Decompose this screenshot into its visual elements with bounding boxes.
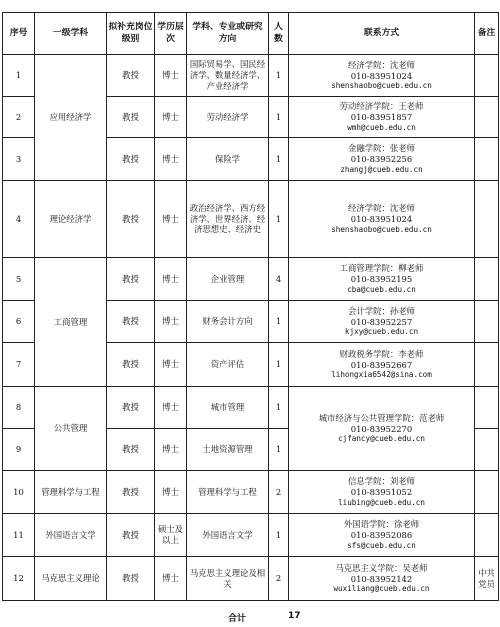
row-direction: 劳动经济学 (187, 97, 269, 138)
row-direction: 资产评估 (187, 343, 269, 387)
contact-phone: 010-83952667 (350, 359, 413, 370)
row-note (475, 387, 499, 429)
contact-phone: 010-83951024 (350, 214, 413, 225)
contact-name: 信息学院：刘老师 (348, 476, 415, 487)
contact-phone: 010-83951857 (350, 112, 413, 123)
contact-cell (289, 138, 475, 181)
contact-cell (289, 514, 475, 557)
total-row (2, 606, 498, 626)
row-seq: 1 (3, 55, 35, 97)
contact-email[interactable]: lihongxia6542@sina.com (331, 370, 432, 380)
row-level: 教授 (107, 138, 155, 181)
contact-cell (289, 557, 475, 601)
row-level: 教授 (107, 471, 155, 514)
row-seq: 5 (3, 258, 35, 301)
row-direction: 土地资源管理 (187, 429, 269, 471)
row-seq: 11 (3, 514, 35, 557)
row-level: 教授 (107, 181, 155, 258)
contact-email[interactable]: sfs@cueb.edu.cn (347, 540, 416, 550)
contact-phone: 010-83952256 (350, 154, 413, 165)
header-count: 人数 (269, 13, 289, 55)
total-label: 合计 (228, 614, 247, 624)
row-note: 中共党员 (475, 557, 499, 601)
row-degree: 博士 (155, 387, 187, 429)
contact-phone: 010-83952142 (350, 573, 413, 584)
contact-name: 外国语学院：徐老师 (343, 519, 420, 530)
contact-cell (289, 471, 475, 514)
contact-phone: 010-83952270 (350, 423, 413, 434)
header-note: 备注 (475, 13, 499, 55)
contact-email[interactable]: shenshaobo@cueb.edu.cn (331, 224, 432, 234)
row-direction: 管理科学与工程 (187, 471, 269, 514)
contact-email[interactable]: cba@cueb.edu.cn (347, 284, 416, 294)
row-seq: 6 (3, 301, 35, 343)
row-seq: 12 (3, 557, 35, 601)
row-seq: 8 (3, 387, 35, 429)
row-count: 2 (269, 557, 289, 601)
recruitment-table (2, 12, 499, 601)
row-direction: 企业管理 (187, 258, 269, 301)
contact-name: 金融学院：张老师 (348, 143, 415, 154)
row-seq: 3 (3, 138, 35, 181)
total-value: 17 (288, 611, 301, 621)
table-row (3, 557, 499, 601)
row-direction: 财务会计方向 (187, 301, 269, 343)
contact-name: 经济学院：沈老师 (348, 203, 415, 214)
contact-cell (289, 55, 475, 97)
table-row (3, 387, 499, 429)
row-note (475, 301, 499, 343)
row-direction: 城市管理 (187, 387, 269, 429)
row-seq: 7 (3, 343, 35, 387)
row-degree: 博士 (155, 258, 187, 301)
row-seq: 4 (3, 181, 35, 258)
row-level: 教授 (107, 55, 155, 97)
row-level: 教授 (107, 97, 155, 138)
contact-email[interactable]: kjxy@cueb.edu.cn (344, 327, 419, 337)
row-count: 1 (269, 429, 289, 471)
row-note (475, 181, 499, 258)
contact-email[interactable]: cjfancy@cueb.edu.cn (338, 434, 425, 444)
row-degree: 博士 (155, 557, 187, 601)
row-count: 1 (269, 55, 289, 97)
header-seq: 序号 (3, 13, 35, 55)
contact-phone: 010-83951024 (350, 70, 413, 81)
header-degree: 学历层次 (155, 13, 187, 55)
contact-name: 马克思主义学院：吴老师 (335, 562, 428, 573)
contact-cell (289, 258, 475, 301)
contact-cell (289, 387, 475, 471)
header-contact: 联系方式 (289, 13, 475, 55)
row-count: 1 (269, 138, 289, 181)
table-row (3, 258, 499, 301)
row-note (475, 429, 499, 471)
contact-phone: 010-83952195 (350, 274, 413, 285)
contact-cell (289, 181, 475, 258)
row-count: 1 (269, 387, 289, 429)
row-count: 1 (269, 301, 289, 343)
discipline-cell: 应用经济学 (35, 55, 107, 181)
table-row (3, 55, 499, 97)
row-level: 教授 (107, 301, 155, 343)
row-level: 教授 (107, 557, 155, 601)
discipline-cell: 管理科学与工程 (35, 471, 107, 514)
row-count: 4 (269, 258, 289, 301)
row-degree: 博士 (155, 138, 187, 181)
contact-name: 城市经济与公共管理学院：范老师 (318, 412, 445, 423)
contact-email[interactable]: wmh@cueb.edu.cn (347, 122, 416, 132)
row-degree: 博士 (155, 343, 187, 387)
contact-cell (289, 301, 475, 343)
discipline-cell: 工商管理 (35, 258, 107, 387)
row-degree: 博士 (155, 55, 187, 97)
table-row (3, 514, 499, 557)
row-degree: 博士 (155, 97, 187, 138)
row-degree: 博士 (155, 181, 187, 258)
header-discipline: 一级学科 (35, 13, 107, 55)
contact-email[interactable]: shenshaobo@cueb.edu.cn (331, 81, 432, 91)
contact-cell (289, 343, 475, 387)
row-seq: 2 (3, 97, 35, 138)
row-level: 教授 (107, 429, 155, 471)
contact-email[interactable]: wuxiliang@cueb.edu.cn (333, 584, 430, 594)
contact-name: 财政税务学院：李老师 (339, 348, 424, 359)
row-level: 教授 (107, 387, 155, 429)
row-note (475, 514, 499, 557)
row-seq: 9 (3, 429, 35, 471)
row-note (475, 55, 499, 97)
row-count: 1 (269, 181, 289, 258)
row-direction: 国际贸易学、国民经济学、数量经济学、产业经济学 (187, 55, 269, 97)
contact-cell (289, 97, 475, 138)
discipline-cell: 公共管理 (35, 387, 107, 471)
header-direction: 学科、专业或研究方向 (187, 13, 269, 55)
row-note (475, 138, 499, 181)
contact-phone: 010-83952086 (350, 530, 413, 541)
row-direction: 外国语言文学 (187, 514, 269, 557)
row-level: 教授 (107, 343, 155, 387)
table-header (3, 13, 499, 55)
discipline-cell: 理论经济学 (35, 181, 107, 258)
row-count: 1 (269, 514, 289, 557)
row-count: 1 (269, 343, 289, 387)
contact-phone: 010-83952257 (350, 316, 413, 327)
row-degree: 硕士及以上 (155, 514, 187, 557)
row-degree: 博士 (155, 429, 187, 471)
row-note (475, 97, 499, 138)
contact-phone: 010-83951052 (350, 487, 413, 498)
row-degree: 博士 (155, 471, 187, 514)
row-note (475, 343, 499, 387)
row-note (475, 258, 499, 301)
row-note (475, 471, 499, 514)
row-level: 教授 (107, 258, 155, 301)
row-count: 1 (269, 97, 289, 138)
header-level: 拟补充岗位级别 (107, 13, 155, 55)
contact-name: 工商管理学院：柳老师 (339, 263, 424, 274)
contact-email[interactable]: zhangj@cueb.edu.cn (340, 164, 423, 174)
row-level: 教授 (107, 514, 155, 557)
contact-email[interactable]: liubing@cueb.edu.cn (338, 497, 425, 507)
contact-name: 会计学院：孙老师 (348, 305, 415, 316)
row-count: 2 (269, 471, 289, 514)
row-degree: 博士 (155, 301, 187, 343)
discipline-cell: 马克思主义理论 (35, 557, 107, 601)
row-direction: 保险学 (187, 138, 269, 181)
row-direction: 政治经济学、西方经济学、世界经济、经济思想史、经济史 (187, 181, 269, 258)
table-row (3, 181, 499, 258)
table-row (3, 471, 499, 514)
contact-name: 劳动经济学院：王老师 (339, 101, 424, 112)
row-seq: 10 (3, 471, 35, 514)
row-direction: 马克思主义理论及相关 (187, 557, 269, 601)
contact-name: 经济学院：沈老师 (348, 59, 415, 70)
discipline-cell: 外国语言文学 (35, 514, 107, 557)
